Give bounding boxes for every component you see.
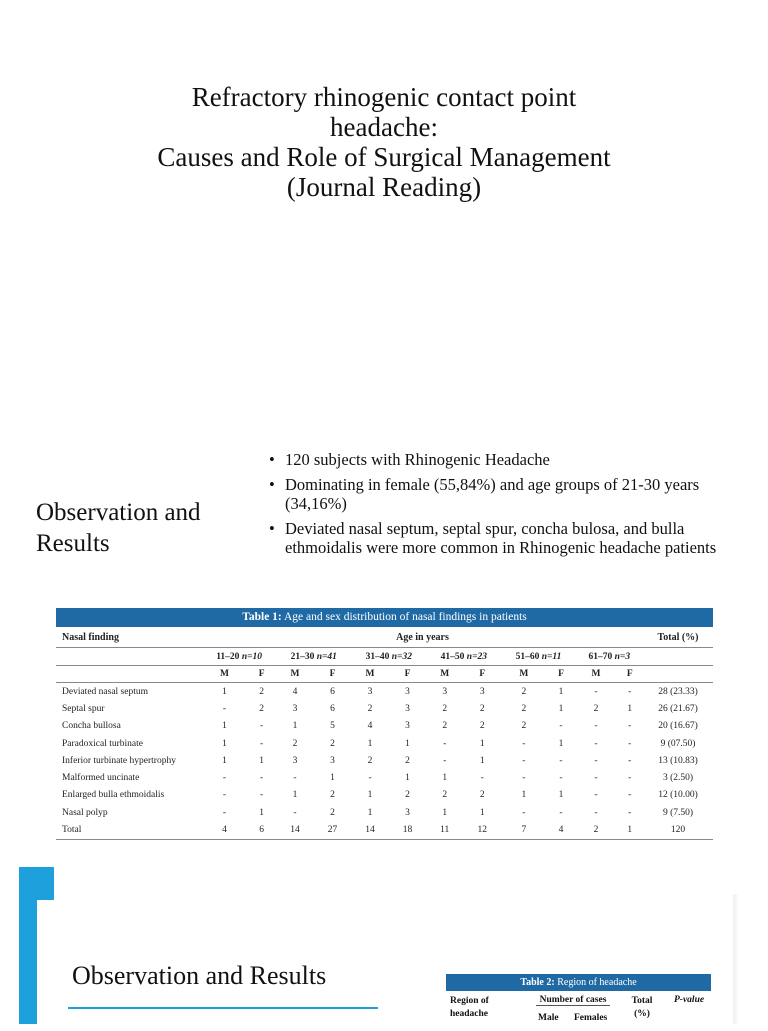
table-cell: 4 (546, 821, 575, 839)
table-cell: - (260, 790, 264, 801)
column-header: Total (%) (643, 627, 713, 648)
table-cell: - (222, 773, 227, 784)
column-header: Region of headache (450, 996, 489, 1019)
table-cell: 7 (501, 821, 546, 839)
table-cell: 1 (479, 755, 485, 766)
table-cell: - (260, 738, 264, 749)
table-cell: 14 (276, 821, 314, 839)
table-cell: - (628, 790, 632, 801)
table-cell: - (480, 773, 484, 784)
table-cell: 2 (259, 686, 264, 697)
table-cell: 1 (330, 773, 335, 784)
title-line: headache: (330, 112, 438, 142)
table-cell: 1 (367, 807, 373, 818)
table-cell: - (368, 773, 372, 784)
table-cell: - (594, 807, 598, 818)
table-cell: 4 (292, 686, 298, 697)
table-row (56, 787, 713, 804)
sex-header: M (576, 666, 617, 683)
table-cell: - (628, 686, 632, 697)
row-total: 3 (2.50) (662, 773, 694, 784)
table-cell: - (628, 807, 632, 818)
table-cell: - (594, 738, 598, 749)
table-cell: 1 (222, 686, 227, 697)
table-cell: 2 (479, 790, 485, 801)
accent-bar (19, 867, 54, 900)
table-cell: 3 (292, 703, 298, 714)
table-cell: 2 (330, 807, 335, 818)
table-row (56, 700, 713, 717)
table-cell: 1 (222, 721, 227, 732)
table-cell: - (443, 755, 447, 766)
table-cell: 2 (405, 755, 410, 766)
table-cell: 1 (222, 738, 227, 749)
table-cell: 4 (202, 821, 247, 839)
table-cell: - (293, 807, 297, 818)
table-cell: 3 (292, 755, 298, 766)
table-cell: 3 (442, 686, 448, 697)
table-cell: 11 (426, 821, 463, 839)
table-cell: - (222, 807, 227, 818)
table-cell: - (522, 773, 526, 784)
table-cell: - (443, 738, 447, 749)
table-cell: 3 (479, 686, 485, 697)
table-cell: 1 (405, 738, 410, 749)
table-cell: - (260, 773, 264, 784)
table-cell: 2 (521, 721, 527, 732)
table-cell: - (559, 807, 563, 818)
sex-header: M (202, 666, 247, 683)
table-1 (56, 608, 713, 840)
row-label: Septal spur (62, 703, 105, 714)
table-cell: - (628, 721, 632, 732)
table-cell: 2 (442, 790, 448, 801)
table-cell: - (594, 721, 598, 732)
table-cell: 1 (442, 807, 448, 818)
table-row (56, 718, 713, 735)
table-cell: - (628, 738, 632, 749)
table-cell: 3 (405, 721, 410, 732)
table-cell: 2 (442, 721, 448, 732)
column-header: Number of cases (536, 995, 610, 1006)
row-label: Total (56, 821, 202, 839)
table-cell: 1 (292, 721, 298, 732)
table-cell: 2 (367, 703, 373, 714)
column-header: Females (574, 1013, 608, 1023)
row-total: 120 (643, 821, 713, 839)
column-header: P-value (674, 995, 705, 1005)
table-cell: 1 (442, 773, 448, 784)
column-header: Total (%) (631, 996, 653, 1019)
section-heading: Observation and Results (72, 961, 327, 990)
table-row (56, 821, 713, 839)
table-cell: 2 (576, 821, 617, 839)
table-cell: - (628, 755, 632, 766)
data-table (56, 627, 713, 840)
table-cell: - (222, 790, 227, 801)
table-2 (446, 974, 711, 1031)
sex-header: F (389, 666, 427, 683)
bullet-item: • Deviated nasal septum, septal spur, concha bulosa, and bulla ethmoidalis were more common in Rhinogenic headache patients (269, 519, 717, 557)
table-cell: 5 (330, 721, 335, 732)
bullet-list (266, 450, 736, 563)
age-group-header: 51–60 n=11 (501, 648, 575, 666)
age-group-header: 31–40 n=32 (351, 648, 426, 666)
table-cell: 1 (479, 738, 485, 749)
heading-underline (68, 1007, 378, 1009)
row-total: 12 (10.00) (658, 790, 698, 801)
row-label: Deviated nasal septum (62, 686, 149, 697)
row-total: 9 (7.50) (662, 807, 694, 818)
table-cell: 1 (521, 790, 527, 801)
bullet-item: • Dominating in female (55,84%) and age groups of 21-30 years (34,16%) (269, 475, 700, 513)
row-label: Inferior turbinate hypertrophy (62, 755, 176, 766)
table-cell: 1 (479, 807, 485, 818)
sex-header: M (426, 666, 463, 683)
title-line: (Journal Reading) (286, 172, 482, 202)
table-row (56, 769, 713, 786)
table-cell: - (594, 755, 598, 766)
row-total: 26 (21.67) (658, 703, 698, 714)
table-cell: 2 (292, 738, 298, 749)
table-cell: 3 (405, 703, 410, 714)
table-cell: 14 (351, 821, 389, 839)
table-row (56, 735, 713, 752)
row-label: Paradoxical turbinate (62, 738, 143, 749)
table-cell: 1 (558, 703, 564, 714)
table-row (56, 752, 713, 769)
table-row (56, 683, 713, 701)
bullet-item: • 120 subjects with Rhinogenic Headache (269, 450, 550, 469)
table-cell: - (260, 721, 264, 732)
table-cell: 27 (314, 821, 352, 839)
table-cell: 18 (389, 821, 427, 839)
table-cell: 3 (330, 755, 335, 766)
age-group-header: 61–70 n=3 (576, 648, 643, 666)
results-slide-2 (0, 862, 768, 1024)
row-total: 13 (10.83) (658, 755, 698, 766)
title-line: Refractory rhinogenic contact point (191, 82, 577, 112)
age-group-header: 11–20 n=10 (202, 648, 276, 666)
row-total: 28 (23.33) (658, 686, 698, 697)
sex-header: F (314, 666, 352, 683)
table-cell: 1 (222, 755, 227, 766)
table-row (56, 804, 713, 821)
column-header: Age in years (202, 627, 643, 648)
table-cell: 2 (479, 703, 485, 714)
table-cell: - (522, 755, 526, 766)
table-cell: 1 (616, 821, 643, 839)
sex-header: F (463, 666, 501, 683)
table-cell: 1 (367, 790, 373, 801)
table-cell: 1 (259, 755, 264, 766)
table-cell: 1 (367, 738, 373, 749)
section-heading: Observation and Results (36, 499, 201, 557)
column-header: Male (538, 1013, 559, 1023)
table-cell: 1 (259, 807, 264, 818)
row-label: Nasal polyp (62, 807, 108, 818)
row-total: 9 (07.50) (660, 738, 696, 749)
row-label: Malformed uncinate (62, 773, 140, 784)
table-cell: 2 (521, 686, 527, 697)
sex-header: M (501, 666, 546, 683)
table-caption: Table 2: Region of headache (446, 974, 711, 991)
title-line: Causes and Role of Surgical Management (157, 142, 611, 172)
table-cell: 4 (367, 721, 373, 732)
table-cell: - (594, 790, 598, 801)
bullet-icon: • (269, 519, 275, 538)
table-cell: 1 (558, 790, 564, 801)
table-cell: - (522, 807, 526, 818)
bullet-icon: • (269, 450, 275, 469)
table-cell: - (628, 773, 632, 784)
sex-header: F (616, 666, 643, 683)
table-cell: - (559, 721, 563, 732)
table-cell: 6 (247, 821, 276, 839)
table-cell: 12 (463, 821, 501, 839)
sex-header: M (351, 666, 389, 683)
age-group-header: 21–30 n=41 (276, 648, 351, 666)
table-cell: - (594, 686, 598, 697)
table-cell: 6 (330, 686, 335, 697)
table-cell: 3 (405, 686, 410, 697)
sex-header: M (276, 666, 314, 683)
table-cell: 2 (367, 755, 373, 766)
table-caption: Table 1: Age and sex distribution of nasal findings in patients (56, 608, 713, 627)
table-cell: 2 (521, 703, 527, 714)
results-slide (0, 405, 768, 845)
title-slide (0, 0, 768, 405)
table-cell: - (559, 755, 563, 766)
table-cell: - (594, 773, 598, 784)
table-cell: 1 (627, 703, 633, 714)
sex-header: F (546, 666, 575, 683)
column-header: Nasal finding (56, 627, 202, 648)
table-cell: 2 (330, 790, 335, 801)
table-cell: - (559, 773, 563, 784)
bullet-icon: • (269, 475, 275, 494)
table-cell: - (522, 738, 526, 749)
table-cell: 2 (405, 790, 410, 801)
table-cell: 1 (405, 773, 410, 784)
table-header (446, 991, 711, 1031)
row-total: 20 (16.67) (658, 721, 698, 732)
row-label: Concha bullosa (62, 721, 121, 732)
table-cell: 3 (367, 686, 373, 697)
table-cell: 2 (330, 738, 335, 749)
table-cell: 6 (330, 703, 335, 714)
sex-header: F (247, 666, 276, 683)
row-label: Enlarged bulla ethmoidalis (62, 790, 165, 801)
table-cell: 3 (405, 807, 410, 818)
slide-title (0, 82, 768, 202)
table-cell: 2 (593, 703, 599, 714)
table-cell: 1 (558, 686, 564, 697)
table-cell: 2 (259, 703, 264, 714)
table-cell: 1 (558, 738, 564, 749)
age-group-header: 41–50 n=23 (426, 648, 501, 666)
table-cell: - (222, 703, 227, 714)
table-cell: 2 (479, 721, 485, 732)
table-cell: 1 (292, 790, 298, 801)
table-cell: 2 (442, 703, 448, 714)
table-cell: - (293, 773, 297, 784)
